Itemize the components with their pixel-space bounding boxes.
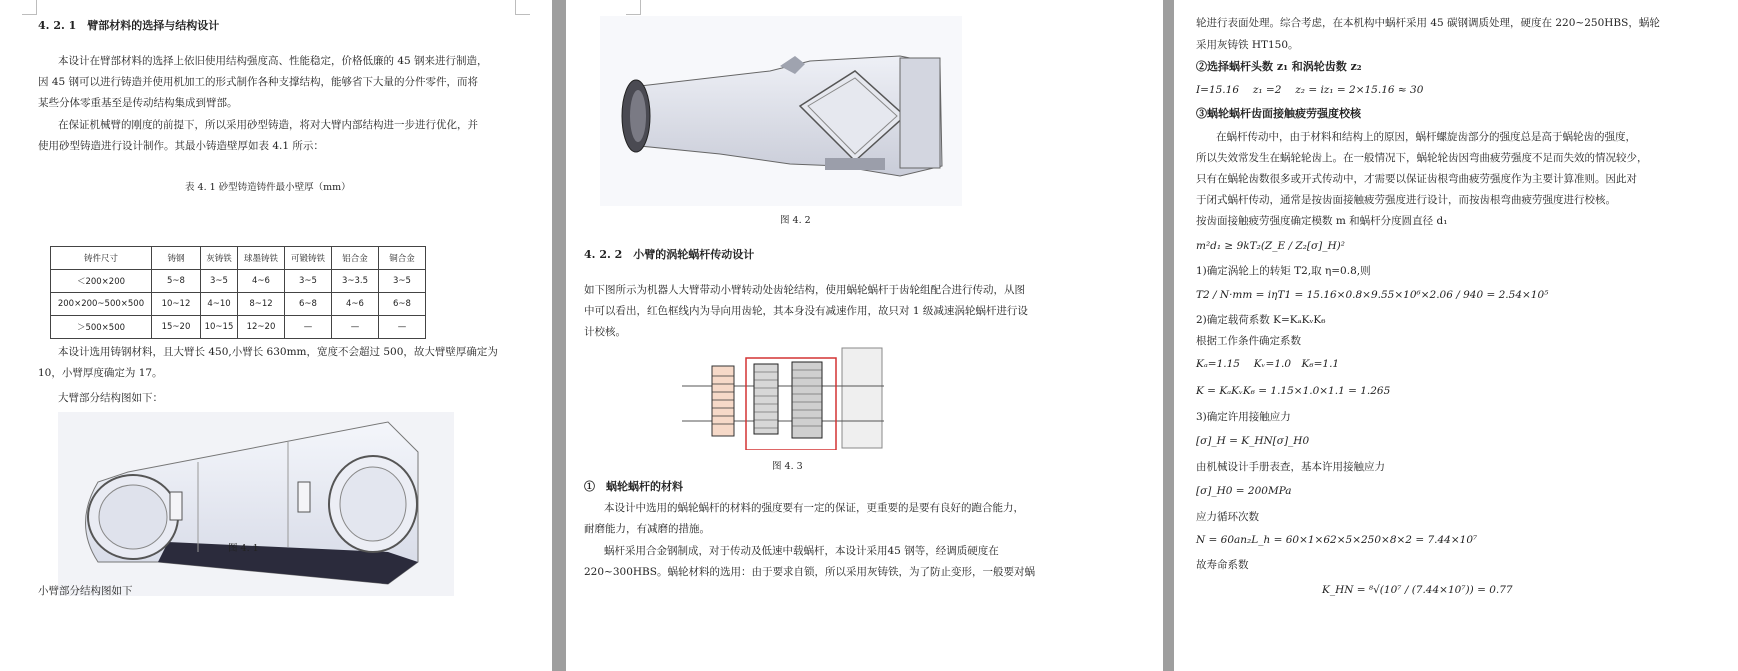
table-cell: 15~20 — [152, 316, 201, 339]
paragraph-line: 某些分体零重基至是传动结构集成到臂部。 — [38, 97, 238, 109]
paragraph-line: 10，小臂厚度确定为 17。 — [38, 367, 163, 379]
paragraph-line: 计校核。 — [584, 326, 626, 338]
sub-heading: ① 蜗轮蜗杆的材料 — [584, 480, 683, 493]
paragraph-line: 蜗杆采用合金钢制成，对于传动及低速中载蜗杆，本设计采用45 钢等，经调质硬度在 — [604, 545, 999, 557]
paragraph-line: 因 45 钢可以进行铸造并使用机加工的形式制作各种支撑结构，能够省下大量的分件零件，而将 — [38, 76, 479, 88]
paragraph-line: 耐磨能力，有减磨的措施。 — [584, 523, 710, 535]
paragraph-line: 使用砂型铸造进行设计制作。其最小铸造壁厚如表 4.1 所示： — [38, 140, 324, 152]
equation: T2 / N·mm = iηT1 = 15.16×0.8×9.55×10⁶×2.06 / 940 = 2.54×10⁵ — [1196, 289, 1549, 301]
document-page-2 — [566, 0, 1163, 671]
table-cell: 4~6 — [238, 270, 285, 293]
figure-caption: 图 4. 2 — [780, 215, 811, 226]
paragraph-line: 本设计选用铸钢材料，且大臂长 450,小臂长 630mm，宽度不会超过 500，故大臂壁厚确定为 — [58, 346, 498, 358]
table-row — [51, 270, 426, 293]
document-page-1 — [0, 0, 552, 671]
equation: I=15.16 z₁ =2 z₂ = iz₁ = 2×15.16 ≈ 30 — [1196, 84, 1424, 96]
table-header-cell: 铸钢 — [152, 247, 201, 270]
table-cell: — — [332, 316, 379, 339]
paragraph-line: 中可以看出，红色框线内为导向用齿轮，其本身没有减速作用，故只对 1 级减速涡轮蜗杆进行设 — [584, 305, 1028, 317]
table-row — [51, 316, 426, 339]
equation: K_HN = ⁸√(10⁷ / (7.44×10⁷)) = 0.77 — [1322, 584, 1513, 596]
crop-mark — [22, 0, 37, 15]
table-cell: 200×200~500×500 — [51, 293, 152, 316]
table-cell: 6~8 — [379, 293, 426, 316]
table-header-row — [51, 247, 426, 270]
table-cell: 4~6 — [332, 293, 379, 316]
step-text: 1)确定涡轮上的转矩 T2,取 η=0.8,则 — [1196, 265, 1371, 277]
paragraph-line: 在保证机械臂的刚度的前提下，所以采用砂型铸造，将对大臂内部结构进一步进行优化，并 — [58, 119, 478, 131]
paragraph-line: 只有在蜗轮齿数很多或开式传动中，才需要以保证齿根弯曲疲劳强度作为主要计算准则。因此对 — [1196, 173, 1637, 185]
table-header-cell: 铜合金 — [379, 247, 426, 270]
sub-heading: ③蜗轮蜗杆齿面接触疲劳强度校核 — [1196, 107, 1361, 120]
step-text: 应力循环次数 — [1196, 511, 1259, 523]
equation: [σ]_H0 = 200MPa — [1196, 485, 1292, 497]
table-caption: 表 4. 1 砂型铸造铸件最小壁厚（mm） — [185, 182, 351, 193]
table-header-cell: 铝合金 — [332, 247, 379, 270]
step-text: 由机械设计手册表查，基本许用接触应力 — [1196, 461, 1385, 473]
paragraph-line: 大臂部分结构图如下： — [58, 392, 163, 404]
paragraph-line: 轮进行表面处理。综合考虑，在本机构中蜗杆采用 45 碳钢调质处理，硬度在 220~250HBS，蜗轮 — [1196, 17, 1660, 29]
table-header-cell: 灰铸铁 — [201, 247, 238, 270]
step-text: 2)确定载荷系数 K=KₐKᵥK₆ — [1196, 314, 1326, 326]
table-cell: 5~8 — [152, 270, 201, 293]
wall-thickness-table — [50, 246, 426, 339]
table-header-cell: 可锻铸铁 — [285, 247, 332, 270]
equation: K = KₐKᵥK₆ = 1.15×1.0×1.1 = 1.265 — [1196, 385, 1391, 397]
table-cell: 12~20 — [238, 316, 285, 339]
equation: [σ]_H = K_HN[σ]_H0 — [1196, 435, 1310, 447]
figure-caption: 图 4. 1 — [228, 543, 259, 554]
table-cell: 6~8 — [285, 293, 332, 316]
crop-mark — [515, 0, 530, 15]
section-heading: 4. 2. 1 臂部材料的选择与结构设计 — [38, 19, 220, 32]
table-cell: ＞500×500 — [51, 316, 152, 339]
paragraph-line: 本设计中选用的蜗轮蜗杆的材料的强度要有一定的保证，更重要的是要有良好的跑合能力， — [604, 502, 1024, 514]
table-cell: 3~5 — [285, 270, 332, 293]
table-cell: — — [285, 316, 332, 339]
step-text: 根据工作条件确定系数 — [1196, 335, 1301, 347]
paragraph-line: 在蜗杆传动中，由于材料和结构上的原因，蜗杆螺旋齿部分的强度总是高于蜗轮齿的强度， — [1216, 131, 1636, 143]
upper-arm-figure — [58, 412, 454, 596]
table-cell: 10~15 — [201, 316, 238, 339]
section-heading: 4. 2. 2 小臂的涡轮蜗杆传动设计 — [584, 248, 755, 261]
step-text: 故寿命系数 — [1196, 559, 1249, 571]
paragraph-line: 本设计在臂部材料的选择上依旧使用结构强度高、性能稳定，价格低廉的 45 钢来进行制造， — [58, 55, 488, 67]
table-cell: 10~12 — [152, 293, 201, 316]
table-cell: 4~10 — [201, 293, 238, 316]
crop-mark — [626, 0, 641, 15]
equation: Kₐ=1.15 Kᵥ=1.0 K₆=1.1 — [1196, 358, 1340, 370]
step-text: 3)确定许用接触应力 — [1196, 411, 1291, 423]
table-cell: 3~5 — [379, 270, 426, 293]
paragraph-line: 于闭式蜗杆传动，通常是按齿面接触疲劳强度进行设计，而按齿根弯曲疲劳强度进行校核。 — [1196, 194, 1616, 206]
table-cell: — — [379, 316, 426, 339]
forearm-figure — [600, 16, 962, 206]
paragraph-line: 小臂部分结构图如下 — [38, 585, 133, 597]
table-cell: ＜200×200 — [51, 270, 152, 293]
paragraph-line: 如下图所示为机器人大臂带动小臂转动处齿轮结构，使用蜗轮蜗杆于齿轮组配合进行传动，从图 — [584, 284, 1025, 296]
table-header-cell: 铸件尺寸 — [51, 247, 152, 270]
table-cell: 8~12 — [238, 293, 285, 316]
document-page-3 — [1174, 0, 1738, 671]
table-cell: 3~5 — [201, 270, 238, 293]
sub-heading: ②选择蜗杆头数 z₁ 和涡轮齿数 z₂ — [1196, 60, 1362, 73]
paragraph-line: 所以失效常发生在蜗轮轮齿上。在一般情况下，蜗轮轮齿因弯曲疲劳强度不足而失效的情况较少， — [1196, 152, 1648, 164]
table-header-cell: 球墨铸铁 — [238, 247, 285, 270]
table-row — [51, 293, 426, 316]
figure-caption: 图 4. 3 — [772, 461, 803, 472]
equation: N = 60an₂L_h = 60×1×62×5×250×8×2 = 7.44×10⁷ — [1196, 534, 1478, 546]
paragraph-line: 采用灰铸铁 HT150。 — [1196, 39, 1299, 51]
gear-mechanism-figure — [682, 346, 884, 450]
equation: m²d₁ ≥ 9kT₂(Z_E / Z₂[σ]_H)² — [1196, 240, 1345, 252]
table-cell: 3~3.5 — [332, 270, 379, 293]
paragraph-line: 按齿面接触疲劳强度确定模数 m 和蜗杆分度圆直径 d₁ — [1196, 215, 1448, 227]
paragraph-line: 220~300HBS。蜗轮材料的选用：由于要求自锁，所以采用灰铸铁，为了防止变形，一般要对蜗 — [584, 566, 1035, 578]
